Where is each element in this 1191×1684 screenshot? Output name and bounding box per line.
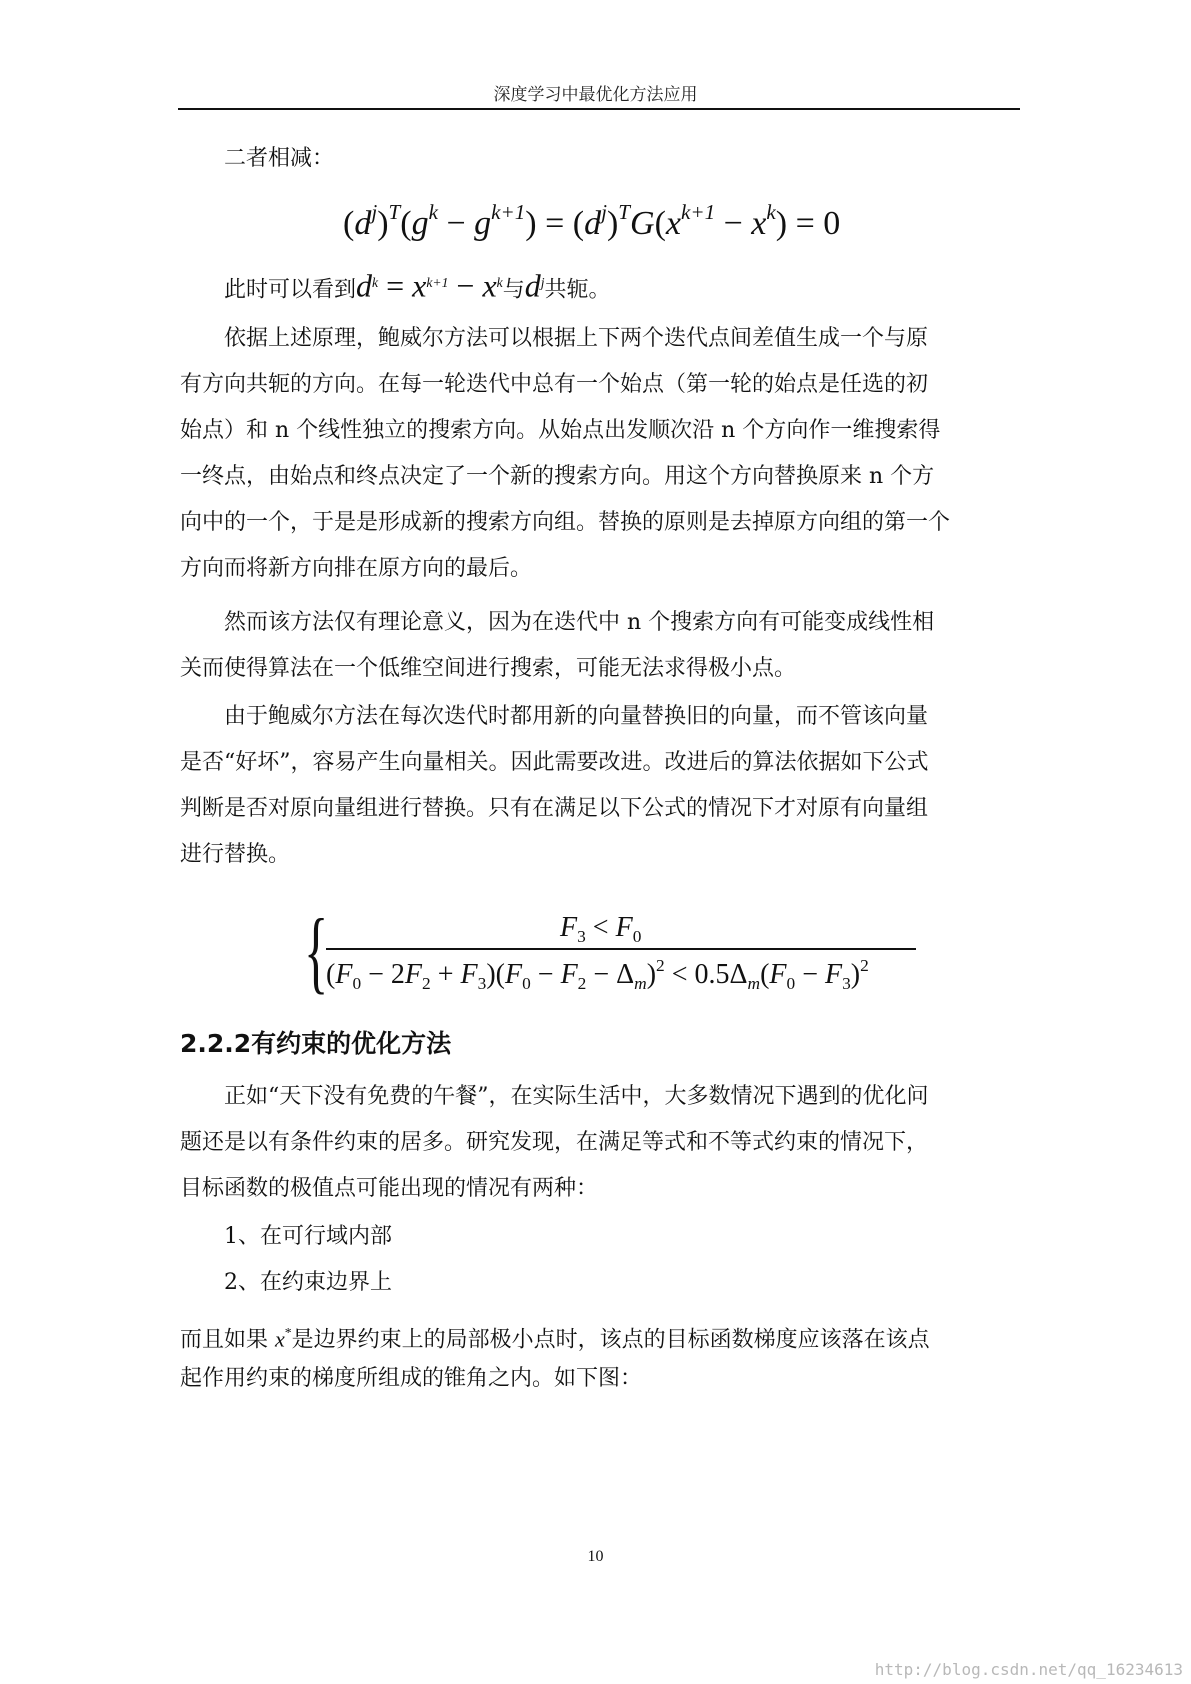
watermark-url: http://blog.csdn.net/qq_16234613 [874,1660,1183,1679]
page-number: 10 [587,1548,604,1565]
list-item: 2、在约束边界上 [224,1270,392,1295]
condition-bottom: $(F_0 - 2F_2 + F_3)(F_0 - F_2 - \Delta_m)^2 < 0.5\Delta_m(F_0 - F_3)^2$ [326,956,869,994]
paragraph-line: 方向而将新方向排在原方向的最后。 [180,556,533,581]
paragraph-line: 正如“天下没有免费的午餐”，在实际生活中，大多数情况下遇到的优化问 [224,1084,929,1109]
paragraph-line: 起作用约束的梯度所组成的锥角之内。如下图： [180,1366,643,1391]
running-header: 深度学习中最优化方法应用 [493,85,698,105]
paragraph-line: 而且如果 x*是边界约束上的局部极小点时，该点的目标函数梯度应该落在该点 [180,1325,930,1353]
paragraph-line: 判断是否对原向量组进行替换。只有在满足以下公式的情况下才对原有向量组 [180,796,929,821]
paragraph-line: 是否“好坏”，容易产生向量相关。因此需要改进。改进后的算法依据如下公式 [180,750,929,775]
header-rule [178,108,1020,110]
paragraph-line: 始点）和 n 个线性独立的搜索方向。从始点出发顺次沿 n 个方向作一维搜索得 [180,418,941,443]
paragraph-line: 然而该方法仅有理论意义，因为在迭代中 n 个搜索方向有可能变成线性相 [224,610,935,635]
paragraph-line: 目标函数的极值点可能出现的情况有两种： [180,1176,599,1201]
list-item: 1、在可行域内部 [224,1224,392,1249]
paragraph-line: 向中的一个，于是是形成新的搜索方向组。替换的原则是去掉原方向组的第一个 [180,510,951,535]
paragraph-line: 有方向共轭的方向。在每一轮迭代中总有一个始点（第一轮的始点是任选的初 [180,372,929,397]
paragraph-line: 依据上述原理，鲍威尔方法可以根据上下两个迭代点间差值生成一个与原 [224,326,929,351]
paragraph-line: 关而使得算法在一个低维空间进行搜索，可能无法求得极小点。 [180,656,797,681]
paragraph-line: 题还是以有条件约束的居多。研究发现，在满足等式和不等式约束的情况下， [180,1130,929,1155]
paragraph-line: 进行替换。 [180,842,291,867]
section-heading: 2.2.2有约束的优化方法 [180,1029,452,1058]
subtract-text: 二者相减： [224,146,335,171]
condition-top: $F_3 < F_0$ [560,912,642,947]
condition-brace: { [304,900,329,1002]
paragraph-line: 一终点，由始点和终点决定了一个新的搜索方向。用这个方向替换原来 n 个方 [180,464,935,489]
conjugacy-equation: $(d^j)^T(g^k - g^{k+1}) = (d^j)^TG(x^{k+1} - x^k) = 0$ [343,200,841,242]
paragraph-line: 由于鲍威尔方法在每次迭代时都用新的向量替换旧的向量，而不管该向量 [224,704,929,729]
fraction-bar [326,948,916,950]
conjugate-statement: 此时可以看到$d^k = x^{k+1} - x^k$与$d^j$共轭。 [224,267,611,304]
